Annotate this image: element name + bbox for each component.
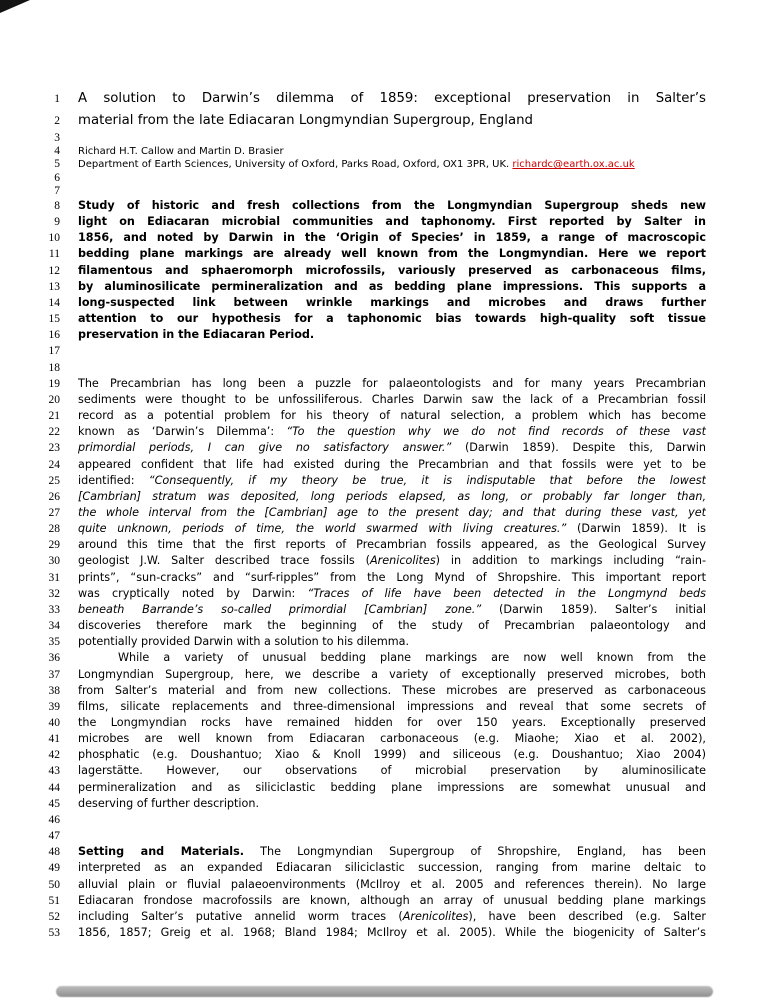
- text-segment: Arenicolites: [402, 909, 469, 923]
- text-segment: prints”, “sun-cracks” and “surf-ripples” from the Long Mynd of Shropshire. This important report: [78, 570, 706, 584]
- line-number: 17: [48, 345, 60, 358]
- text-segment: Ediacaran frondose macrofossils are known, although an array of unusual bedding plane markings: [78, 893, 706, 907]
- line-text: [78, 424, 706, 440]
- line-text: [78, 279, 706, 295]
- text-segment: 1856, and noted by Darwin in the ‘Origin of Species’ in 1859, a range of macroscopic: [78, 231, 706, 245]
- line-number: 15: [48, 313, 60, 326]
- text-segment: identified:: [78, 473, 149, 487]
- manuscript-line: [36, 893, 773, 909]
- line-number: 4: [54, 145, 60, 158]
- line-number: 23: [48, 442, 60, 455]
- text-segment: the Longmyndian rocks have remained hidden for over 150 years. Exceptionally preserved: [78, 716, 706, 730]
- manuscript-line: [36, 263, 773, 279]
- manuscript-line: [36, 246, 773, 262]
- line-text: [78, 602, 706, 618]
- text-segment: geologist J.W. Salter described trace fossils (: [78, 554, 370, 568]
- text-segment: record as a potential problem for his theory of natural selection, a problem which has become: [78, 409, 706, 423]
- text-segment: films, silicate replacements and three-dimensional impressions and reveal that some secrets of: [78, 699, 706, 713]
- line-number: 50: [48, 878, 60, 891]
- line-text: [78, 473, 706, 489]
- text-segment: (Darwin 1859). It is: [566, 522, 706, 536]
- line-text: [78, 230, 706, 246]
- text-segment: bedding plane markings are already well known from the Longmyndian. Here we report: [78, 247, 706, 261]
- line-text: [78, 88, 706, 110]
- manuscript-line: [36, 699, 773, 715]
- page-corner-artifact: [0, 0, 30, 13]
- line-number: 44: [48, 781, 60, 794]
- line-number: 41: [48, 733, 60, 746]
- line-number: 28: [48, 523, 60, 536]
- line-number: 9: [54, 216, 60, 229]
- text-segment: appeared confident that life had existed during the Precambrian and that fossils were yet to be: [78, 457, 706, 471]
- manuscript-line: [36, 376, 773, 392]
- manuscript-line: [36, 327, 773, 343]
- manuscript-line: [36, 360, 773, 376]
- text-segment: long-suspected link between wrinkle markings and microbes and draws further: [78, 295, 706, 309]
- line-text: [78, 763, 706, 779]
- line-number: 11: [48, 248, 60, 261]
- text-segment: Longmyndian Supergroup, here, we describe a variety of exceptionally preserved microbes, both: [78, 667, 706, 681]
- text-segment: Department of Earth Sciences, University of Oxford, Parks Road, Oxford, OX1 3PR, UK.: [78, 159, 513, 171]
- line-number: 42: [48, 749, 60, 762]
- line-text: [78, 715, 706, 731]
- manuscript-line: [36, 172, 773, 185]
- line-number: 48: [48, 846, 60, 859]
- text-segment: 1856, 1857; Greig et al. 1968; Bland 1984; McIlroy et al. 2005). While the biogenicity of Salter’s: [78, 926, 706, 940]
- line-number: 18: [48, 361, 60, 374]
- manuscript-line: [36, 925, 773, 941]
- line-number: 14: [48, 296, 60, 309]
- line-text: [78, 263, 706, 279]
- line-number: 32: [48, 587, 60, 600]
- manuscript-line: [36, 731, 773, 747]
- manuscript-line: [36, 650, 773, 666]
- text-segment: lagerstätte. However, our observations of microbial preservation by aluminosilicate: [78, 764, 706, 778]
- line-text: [78, 731, 706, 747]
- text-segment: “Traces of life have been detected in the Longmynd beds: [307, 586, 706, 600]
- line-text: [78, 683, 706, 699]
- text-segment: from Salter’s material and from new collections. These microbes are preserved as carbonaceous: [78, 683, 706, 697]
- manuscript-line: [36, 343, 773, 359]
- text-segment: sediments were thought to be unfossiliferous. Charles Darwin saw the lack of a Precambrian fossil: [78, 392, 706, 406]
- line-number: 24: [48, 458, 60, 471]
- text-segment: Richard H.T. Callow and Martin D. Brasier: [78, 146, 284, 158]
- manuscript-line: [36, 424, 773, 440]
- manuscript-line: [36, 877, 773, 893]
- manuscript-line: [36, 392, 773, 408]
- line-text: [78, 667, 706, 683]
- line-text: [78, 925, 706, 941]
- manuscript-line: [36, 909, 773, 925]
- email-link[interactable]: richardc@earth.ox.ac.uk: [512, 159, 635, 171]
- text-segment: including Salter’s putative annelid worm traces (: [78, 909, 403, 923]
- line-number: 31: [48, 571, 60, 584]
- manuscript-line: [36, 311, 773, 327]
- text-segment: primordial periods, I can give no satisfactory answer.”: [78, 441, 452, 455]
- line-number: 33: [48, 603, 60, 616]
- line-number: 43: [48, 765, 60, 778]
- line-number: 53: [48, 927, 60, 940]
- text-segment: alluvial plain or fluvial palaeoenvironments (McIlroy et al. 2005 and references therein). No large: [78, 877, 706, 891]
- text-segment: light on Ediacaran microbial communities and taphonomy. First reported by Salter in: [78, 215, 706, 229]
- manuscript-line: [36, 489, 773, 505]
- text-segment: around this time that the first reports of Precambrian fossils appeared, as the Geological Survey: [78, 538, 706, 552]
- line-text: [78, 457, 706, 473]
- line-number: 20: [48, 393, 60, 406]
- text-segment: The Longmyndian Supergroup of Shropshire, England, has been: [243, 845, 706, 859]
- line-text: [78, 699, 706, 715]
- line-number: 45: [48, 797, 60, 810]
- manuscript-line: [36, 185, 773, 198]
- line-text: [78, 893, 706, 909]
- line-text: [78, 489, 706, 505]
- line-number: 25: [48, 474, 60, 487]
- line-text: [78, 780, 706, 796]
- line-text: [78, 440, 706, 456]
- line-text: [78, 747, 706, 763]
- line-text: [78, 505, 706, 521]
- manuscript-line: [36, 828, 773, 844]
- line-number: 37: [48, 668, 60, 681]
- text-segment: “Consequently, if my theory be true, it is indisputable that before the lowest: [148, 473, 706, 487]
- line-text: [78, 246, 706, 262]
- manuscript-line: [36, 145, 773, 158]
- line-number: 47: [48, 830, 60, 843]
- manuscript-line: [36, 214, 773, 230]
- manuscript-line: [36, 295, 773, 311]
- manuscript-line: [36, 812, 773, 828]
- line-number: 1: [54, 93, 60, 105]
- text-segment: deserving of further description.: [78, 796, 260, 810]
- manuscript-line: [36, 860, 773, 876]
- manuscript-line: [36, 844, 773, 860]
- text-segment: Study of historic and fresh collections from the Longmyndian Supergroup sheds new: [78, 199, 706, 213]
- manuscript-line: [36, 457, 773, 473]
- line-number: 36: [48, 652, 60, 665]
- line-number: 35: [48, 636, 60, 649]
- manuscript-line: [36, 667, 773, 683]
- manuscript-line: [36, 198, 773, 214]
- line-number: 19: [48, 377, 60, 390]
- line-text: [78, 311, 706, 327]
- manuscript-line: [36, 763, 773, 779]
- text-segment: was cryptically noted by Darwin:: [78, 586, 308, 600]
- text-segment: permineralization and as siliciclastic bedding plane impressions are somewhat unusual and: [78, 780, 706, 794]
- text-segment: (Darwin 1859). Salter’s initial: [481, 602, 706, 616]
- line-text: [78, 327, 706, 343]
- line-number: 6: [54, 171, 60, 184]
- line-number: 38: [48, 684, 60, 697]
- text-segment: by aluminosilicate permineralization and as bedding plane impressions. This supports a: [78, 279, 706, 293]
- text-segment: beneath Barrande’s so-called primordial [Cambrian] zone.”: [78, 602, 482, 616]
- text-segment: attention to our hypothesis for a taphonomic bias towards high-quality soft tissue: [78, 312, 706, 326]
- text-segment: potentially provided Darwin with a solution to his dilemma.: [78, 635, 410, 649]
- text-segment: the whole interval from the [Cambrian] age to the present day; and that during these vast, yet: [78, 505, 706, 519]
- line-number: 49: [48, 862, 60, 875]
- manuscript-line: [36, 683, 773, 699]
- manuscript-line: [36, 279, 773, 295]
- manuscript-line: [36, 230, 773, 246]
- line-text: [78, 408, 706, 424]
- line-number: 34: [48, 620, 60, 633]
- line-text: [78, 198, 706, 214]
- text-segment: preservation in the Ediacaran Period.: [78, 328, 315, 342]
- manuscript-line: [36, 440, 773, 456]
- manuscript-line: [36, 634, 773, 650]
- line-number: 7: [54, 184, 60, 197]
- line-text: [78, 877, 706, 893]
- manuscript-line: [36, 537, 773, 553]
- text-segment: (Darwin 1859). Despite this, Darwin: [451, 441, 706, 455]
- page-bottom-shadow: [56, 986, 713, 997]
- line-text: [78, 376, 706, 392]
- line-number: 51: [48, 894, 60, 907]
- manuscript-line: [36, 553, 773, 569]
- line-text: [78, 392, 706, 408]
- line-number: 26: [48, 490, 60, 503]
- line-number: 46: [48, 813, 60, 826]
- line-text: [78, 634, 706, 650]
- manuscript-line: [36, 780, 773, 796]
- text-segment: quite unknown, periods of time, the world swarmed with living creatures.”: [78, 522, 567, 536]
- line-text: [78, 796, 706, 812]
- manuscript-line: [36, 88, 773, 110]
- line-number: 12: [48, 264, 60, 277]
- line-text: [78, 214, 706, 230]
- line-text: [78, 521, 706, 537]
- line-text: [78, 844, 706, 860]
- line-number: 5: [54, 158, 60, 171]
- line-number: 52: [48, 910, 60, 923]
- manuscript-line: [36, 570, 773, 586]
- manuscript-line: [36, 158, 773, 171]
- line-number: 16: [48, 329, 60, 342]
- text-segment: Setting and Materials.: [78, 845, 244, 859]
- line-text: [78, 537, 706, 553]
- manuscript-line: [36, 408, 773, 424]
- text-segment: material from the late Ediacaran Longmyndian Supergroup, England: [78, 113, 533, 128]
- text-segment: While a variety of unusual bedding plane markings are now well known from the: [118, 651, 706, 665]
- manuscript-lines: [36, 88, 773, 941]
- line-text: [78, 158, 706, 171]
- text-segment: Arenicolites: [370, 554, 436, 568]
- line-text: [78, 110, 706, 132]
- text-segment: discoveries therefore mark the beginning of the study of Precambrian palaeontology and: [78, 619, 706, 633]
- manuscript-line: [36, 618, 773, 634]
- line-number: 10: [48, 232, 60, 245]
- line-text: [78, 860, 706, 876]
- manuscript-line: [36, 747, 773, 763]
- line-text: [78, 909, 706, 925]
- line-number: 2: [54, 115, 60, 127]
- text-segment: microbes are well known from Ediacaran carbonaceous (e.g. Miaohe; Xiao et al. 2002),: [78, 732, 706, 746]
- text-segment: A solution to Darwin’s dilemma of 1859: exceptional preservation in Salter’s: [78, 91, 706, 106]
- manuscript-line: [36, 715, 773, 731]
- line-text: [78, 650, 706, 666]
- manuscript-line: [36, 521, 773, 537]
- line-number: 8: [54, 200, 60, 213]
- manuscript-line: [36, 473, 773, 489]
- manuscript-line: [36, 132, 773, 145]
- line-text: [78, 145, 706, 158]
- line-number: 40: [48, 717, 60, 730]
- line-number: 30: [48, 555, 60, 568]
- line-number: 13: [48, 280, 60, 293]
- line-number: 3: [54, 132, 60, 144]
- text-segment: filamentous and sphaeromorph microfossils, variously preserved as carbonaceous films,: [78, 263, 706, 277]
- line-number: 22: [48, 426, 60, 439]
- text-segment: known as ‘Darwin’s Dilemma’:: [78, 425, 287, 439]
- line-number: 21: [48, 410, 60, 423]
- line-number: 29: [48, 539, 60, 552]
- text-segment: “To the question why we do not find records of these vast: [286, 425, 706, 439]
- text-segment: ), have been described (e.g. Salter: [468, 909, 706, 923]
- manuscript-line: [36, 505, 773, 521]
- line-number: 27: [48, 506, 60, 519]
- line-text: [78, 586, 706, 602]
- manuscript-line: [36, 796, 773, 812]
- manuscript-line: [36, 602, 773, 618]
- line-text: [78, 553, 706, 569]
- text-segment: The Precambrian has long been a puzzle for palaeontologists and for many years Precambrian: [78, 376, 706, 390]
- text-segment: phosphatic (e.g. Doushantuo; Xiao & Knoll 1999) and siliceous (e.g. Doushantuo; Xiao 2004): [78, 748, 706, 762]
- line-text: [78, 295, 706, 311]
- line-number: 39: [48, 700, 60, 713]
- manuscript-line: [36, 586, 773, 602]
- line-text: [78, 618, 706, 634]
- line-text: [78, 570, 706, 586]
- manuscript-line: [36, 110, 773, 132]
- text-segment: [Cambrian] stratum was deposited, long periods elapsed, as long, or probably far longer than,: [78, 489, 706, 503]
- text-segment: interpreted as an expanded Ediacaran siliciclastic succession, ranging from marine deltaic to: [78, 861, 706, 875]
- text-segment: ) in addition to markings including “rain-: [435, 554, 706, 568]
